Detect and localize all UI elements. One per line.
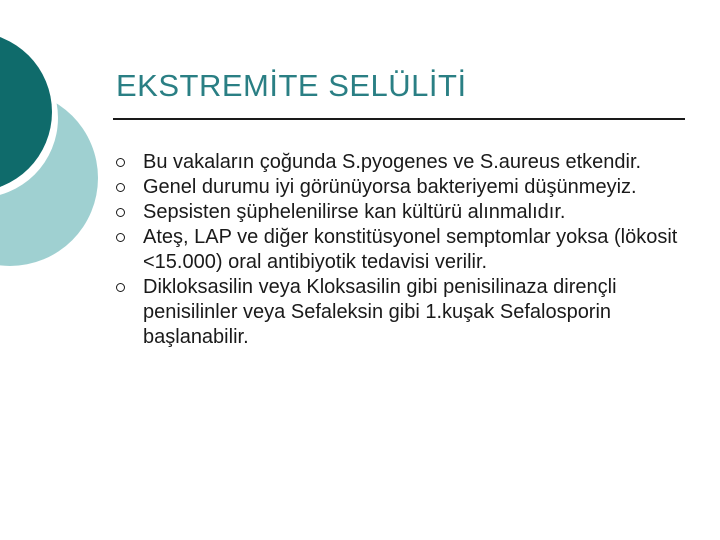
title-divider: [113, 118, 685, 120]
bullet-marker-icon: [116, 208, 125, 217]
bullet-item: [116, 175, 686, 200]
bullet-list: [116, 150, 686, 350]
bullet-text: Sepsisten şüphelenilirse kan kültürü alınmalıdır.: [143, 201, 566, 223]
bullet-marker-icon: [116, 283, 125, 292]
bullet-text: Bu vakaların çoğunda S.pyogenes ve S.aureus etkendir.: [143, 151, 642, 173]
bullet-text: Dikloksasilin veya Kloksasilin gibi penisilinaza dirençli penisilinler veya Sefaleksin gibi 1.kuşak Sefalosporin başlanabilir.: [143, 276, 617, 348]
bullet-item: [116, 150, 686, 175]
bullet-item: [116, 225, 686, 275]
bullet-item: [116, 200, 686, 225]
decorative-circles: [0, 0, 110, 290]
bullet-text: Ateş, LAP ve diğer konstitüsyonel semptomlar yoksa (lökosit <15.000) oral antibiyotik tedavisi verilir.: [143, 226, 678, 273]
bullet-marker-icon: [116, 183, 125, 192]
bullet-text: Genel durumu iyi görünüyorsa bakteriyemi düşünmeyiz.: [143, 176, 637, 198]
slide-title: EKSTREMİTE SELÜLİTİ: [116, 68, 467, 103]
bullet-marker-icon: [116, 158, 125, 167]
bullet-marker-icon: [116, 233, 125, 242]
bullet-item: [116, 275, 686, 350]
